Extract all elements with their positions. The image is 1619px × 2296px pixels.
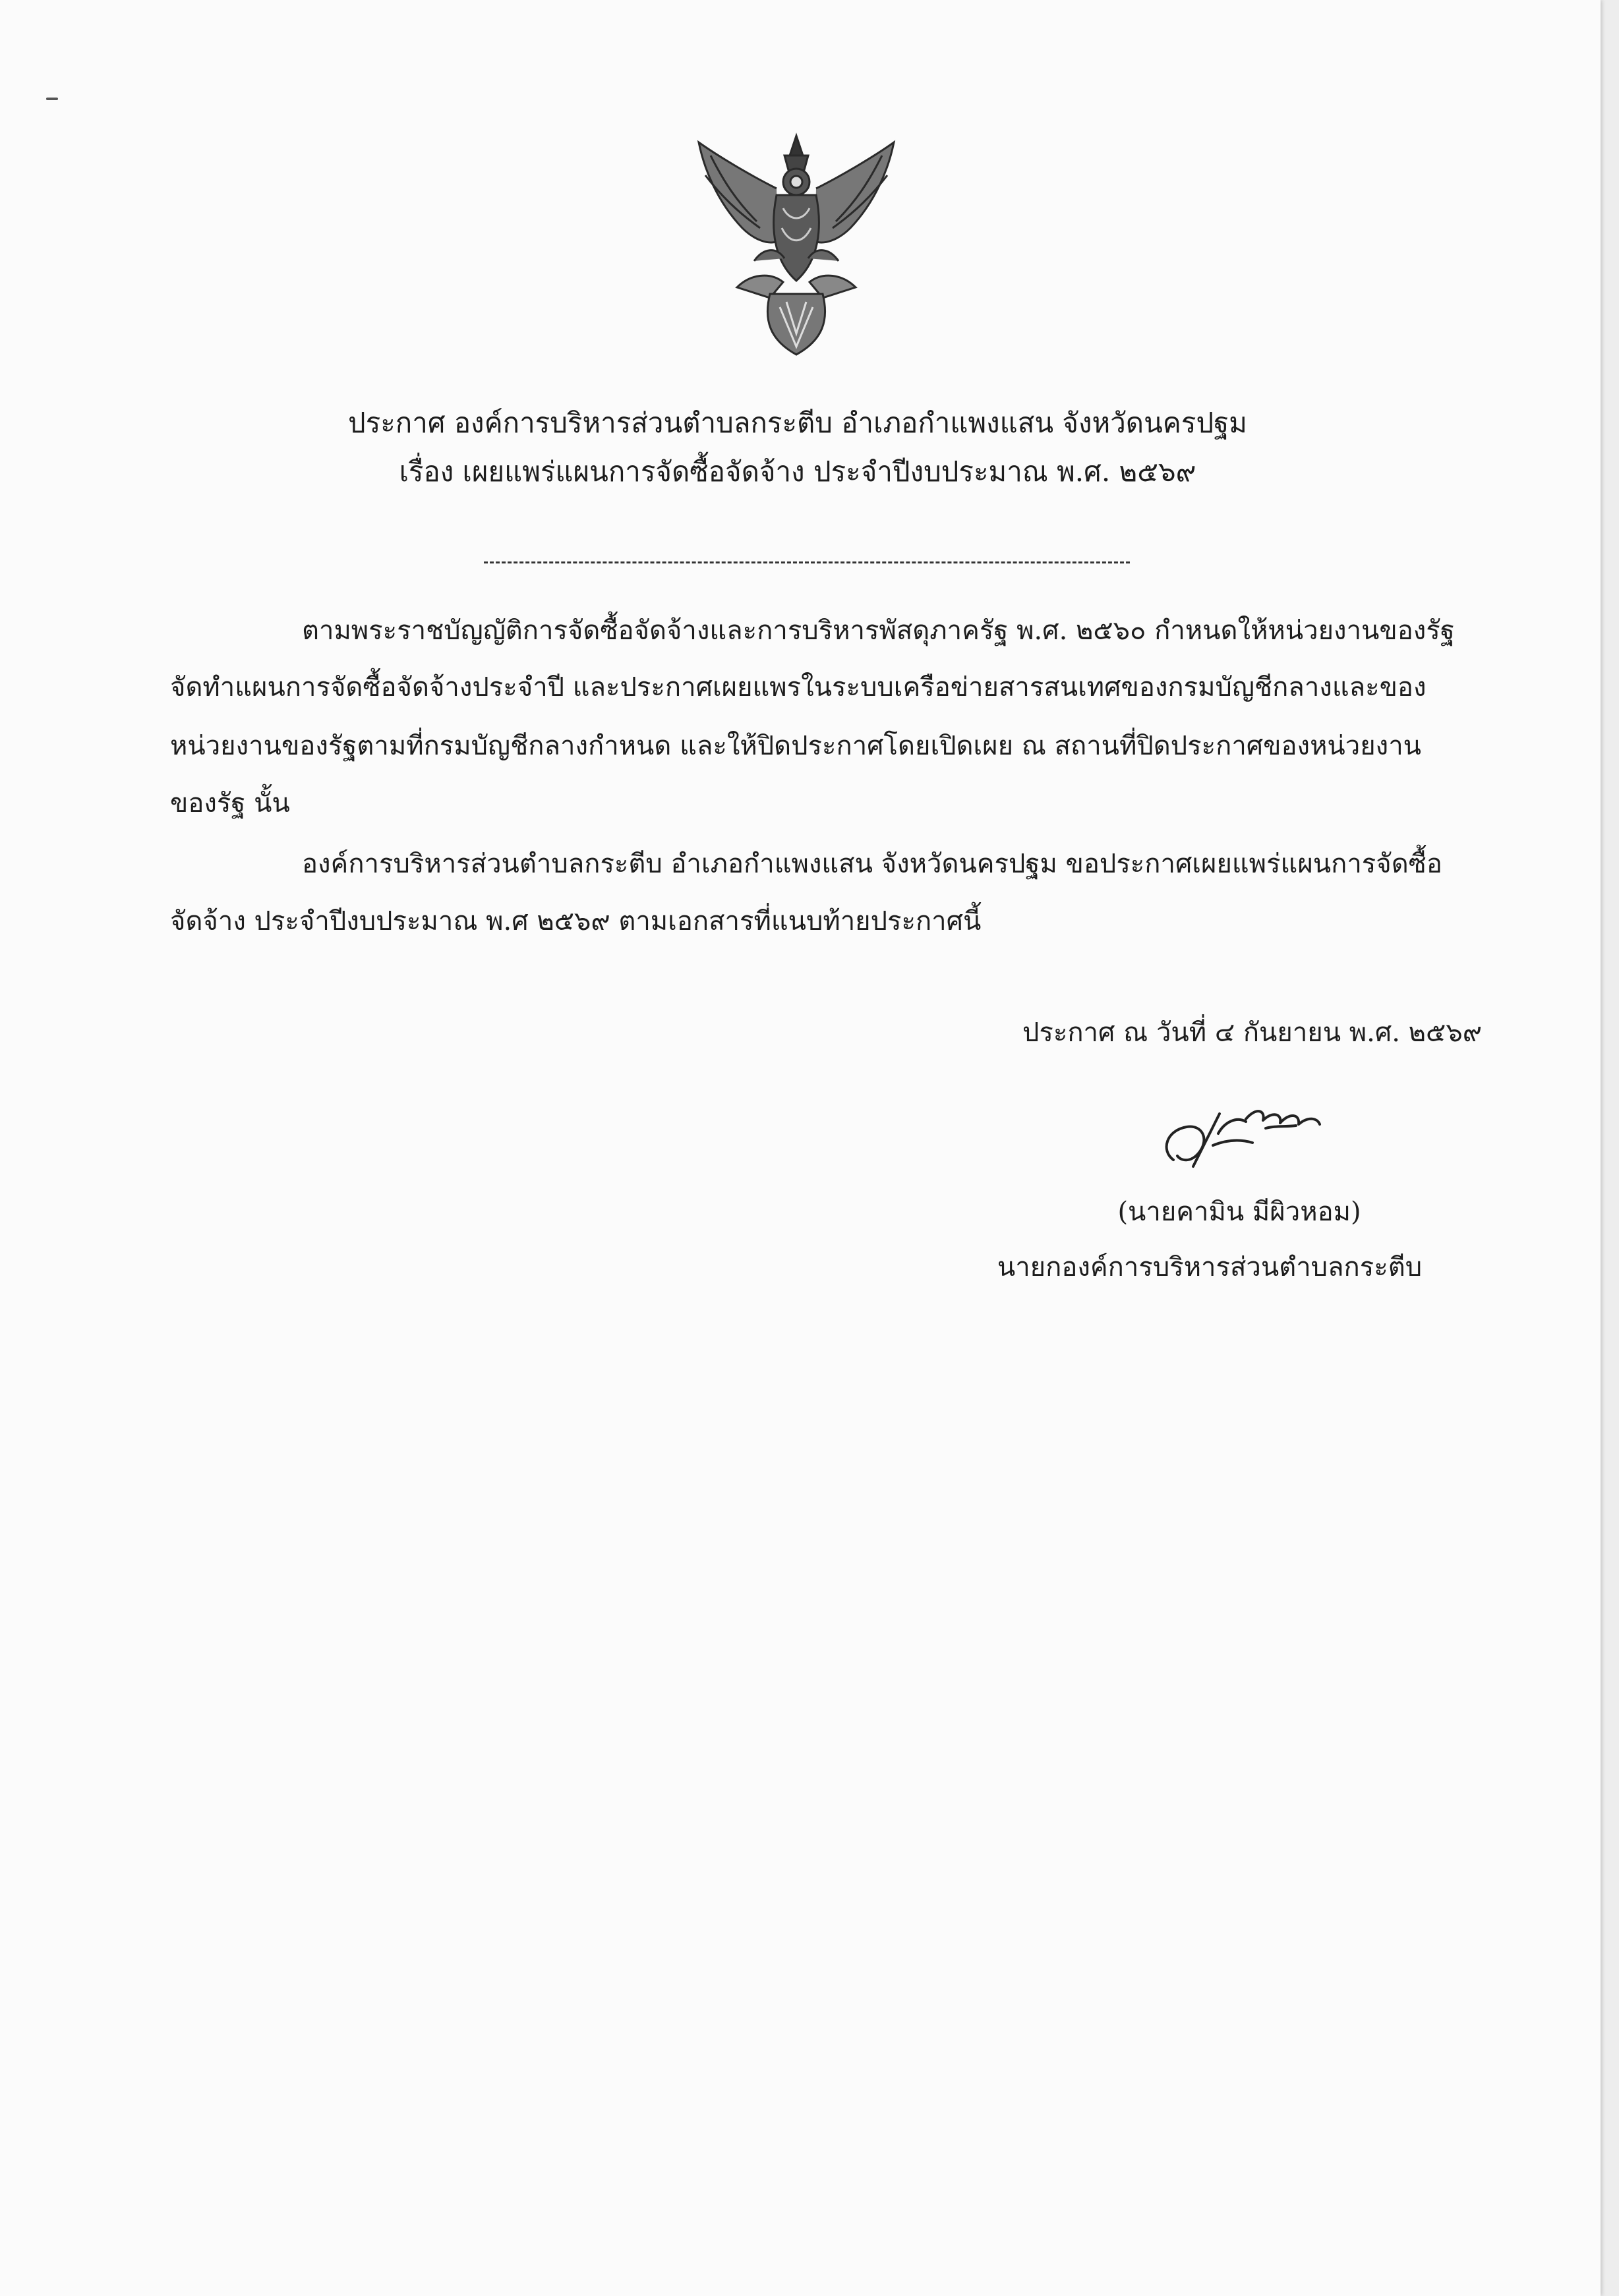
dashed-divider <box>484 561 1130 563</box>
signatory-name: (นายคามิน มีผิวหอม) <box>1117 1197 1361 1227</box>
announcement-subject: เรื่อง เผยแพร่แผนการจัดซื้อจัดจ้าง ประจำปีงบประมาณ พ.ศ. ๒๕๖๙ <box>399 455 1196 488</box>
handwritten-signature-icon <box>1147 1087 1345 1186</box>
paragraph-1-line-2: จัดทำแผนการจัดซื้อจัดจ้างประจำปี และประกาศเผยแพรในระบบเครือข่ายสารสนเทศของกรมบัญชีกลางและของ <box>170 672 1427 703</box>
paragraph-1-line-1: ตามพระราชบัญญัติการจัดซื้อจัดจ้างและการบริหารพัสดุภาครัฐ พ.ศ. ๒๕๖๐ กำหนดให้หน่วยงานของรัฐ <box>302 616 1455 646</box>
garuda-emblem-icon <box>691 129 902 360</box>
scan-mark <box>46 98 58 100</box>
paragraph-1-line-3: หน่วยงานของรัฐตามที่กรมบัญชีกลางกำหนด และให้ปิดประกาศโดยเปิดเผย ณ สถานที่ปิดประกาศของหน่วยงาน <box>170 731 1422 761</box>
paragraph-1-line-4: ของรัฐ นั้น <box>170 788 290 818</box>
paragraph-2-line-2: จัดจ้าง ประจำปีงบประมาณ พ.ศ ๒๕๖๙ ตามเอกสารที่แนบท้ายประกาศนี้ <box>170 906 982 936</box>
announcement-title: ประกาศ องค์การบริหารส่วนตำบลกระตีบ อำเภอกำแพงแสน จังหวัดนครปฐม <box>348 407 1247 439</box>
signatory-position: นายกองค์การบริหารส่วนตำบลกระตีบ <box>997 1252 1423 1282</box>
paragraph-2-line-1: องค์การบริหารส่วนตำบลกระตีบ อำเภอกำแพงแสน จังหวัดนครปฐม ขอประกาศเผยแพร่แผนการจัดซื้อ <box>302 849 1442 879</box>
announcement-date: ประกาศ ณ วันที่ ๔ กันยายน พ.ศ. ๒๕๖๙ <box>1022 1018 1482 1048</box>
